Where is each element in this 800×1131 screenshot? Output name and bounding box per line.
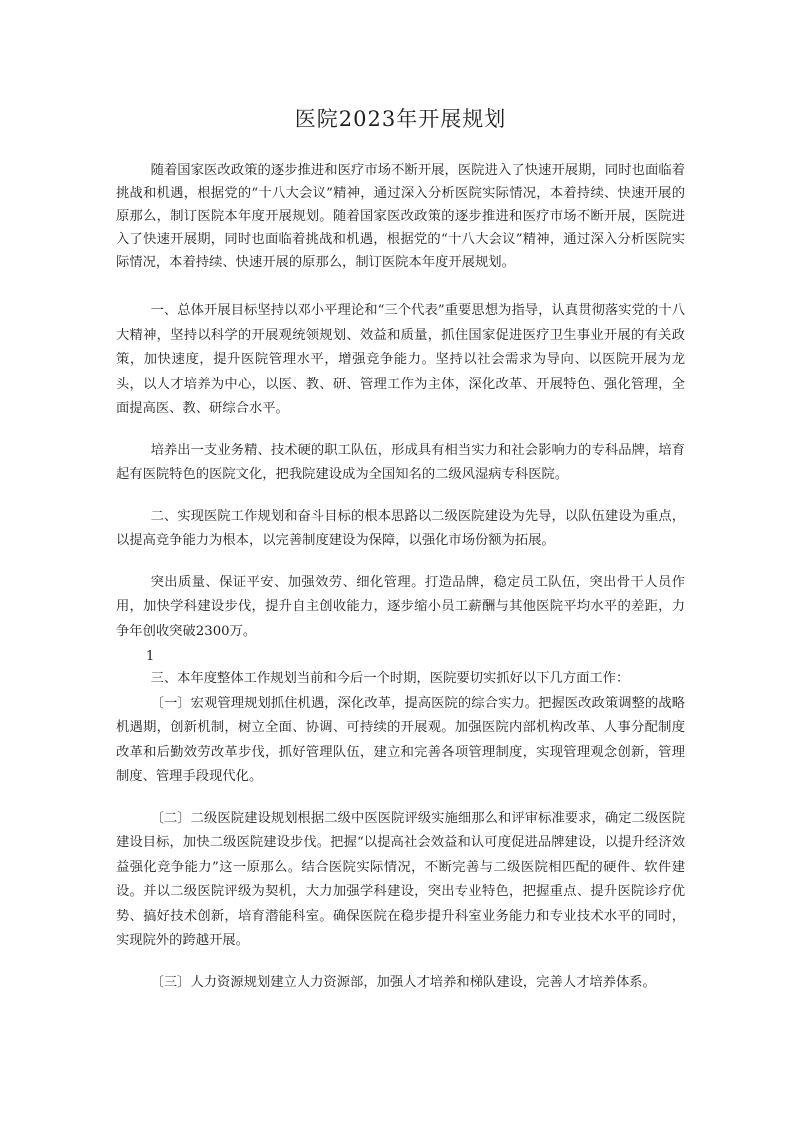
macro-management-paragraph: 〔一〕宏观管理规划抓住机遇，深化改革，提高医院的综合实力。把握医改政策调整的战略机遇期，创新机制，树立全面、协调、可持续的开展观。加强医院内部机构改革、人事分配制度改革和后勤效劳改革步伐，抓好管理队伍，建立和完善各项管理制度，实现管理观念创新，管理制度、管理手段现代化。 (116, 695, 685, 784)
talent-team-paragraph: 培养出一支业务精、技术硬的职工队伍，形成具有相当实力和社会影响力的专科品牌，培育起有医院特色的医院文化，把我院建设成为全国知名的二级风湿病专科医院。 (116, 442, 685, 482)
section-3-intro-paragraph: 三、本年度整体工作规划当前和今后一个时期，医院要切实抓好以下几方面工作： (150, 671, 630, 686)
section-2-approach-paragraph: 二、实现医院工作规划和奋斗目标的根本思路以二级医院建设为先导，以队伍建设为重点，以提高竞争能力为根本，以完善制度建设为保障，以强化市场份额为拓展。 (116, 508, 685, 548)
section-1-goals-paragraph: 一、总体开展目标坚持以邓小平理论和“三个代表”重要思想为指导，认真贯彻落实党的十八大精神，坚持以科学的开展观统领规划、效益和质量，抓住国家促进医疗卫生事业开展的有关政策，加快速度，提升医院管理水平，增强竞争能力。坚持以社会需求为导向、以医院开展为龙头，以人才培养为中心，以医、教、研、管理工作为主体，深化改革、开展特色、强化管理，全面提高医、教、研综合水平。 (116, 303, 685, 416)
secondary-hospital-paragraph: 〔二〕二级医院建设规划根据二级中医医院评级实施细那么和评审标准要求，确定二级医院建设目标，加快二级医院建设步伐。把握“以提高社会效益和认可度促进品牌建设，以提升经济效益强化竞争能力”这一原那么。结合医院实际情况，不断完善与二级医院相匹配的硬件、软件建设。并以二级医院评级为契机，大力加强学科建设，突出专业特色，把握重点、提升医院诊疗优势、搞好技术创新，培育潜能科室。确保医院在稳步提升科室业务能力和专业技术水平的同时，实现院外的跨越开展。 (116, 810, 685, 948)
quality-focus-paragraph: 突出质量、保证平安、加强效劳、细化管理。打造品牌，稳定员工队伍，突出骨干人员作用，加快学科建设步伐，提升自主创收能力，逐步缩小员工薪酬与其他医院平均水平的差距，力争年创收突破2300万。 (116, 574, 685, 639)
document-title: 医院2023年开展规划 (294, 107, 507, 131)
intro-paragraph: 随着国家医改政策的逐步推进和医疗市场不断开展，医院进入了快速开展期，同时也面临着挑战和机遇，根据党的“十八大会议”精神，通过深入分析医院实际情况，本着持续、快速开展的原那么，制订医院本年度开展规划。随着国家医改政策的逐步推进和医疗市场不断开展，医院进入了快速开展期，同时也面临着挑战和机遇，根据党的“十八大会议”精神，通过深入分析医院实际情况，本着持续、快速开展的原那么，制订医院本年度开展规划。 (116, 163, 685, 270)
human-resources-paragraph: 〔三〕人力资源规划建立人力资源部，加强人才培养和梯队建设，完善人才培养体系。 (150, 974, 656, 990)
page-number: 1 (146, 649, 155, 664)
